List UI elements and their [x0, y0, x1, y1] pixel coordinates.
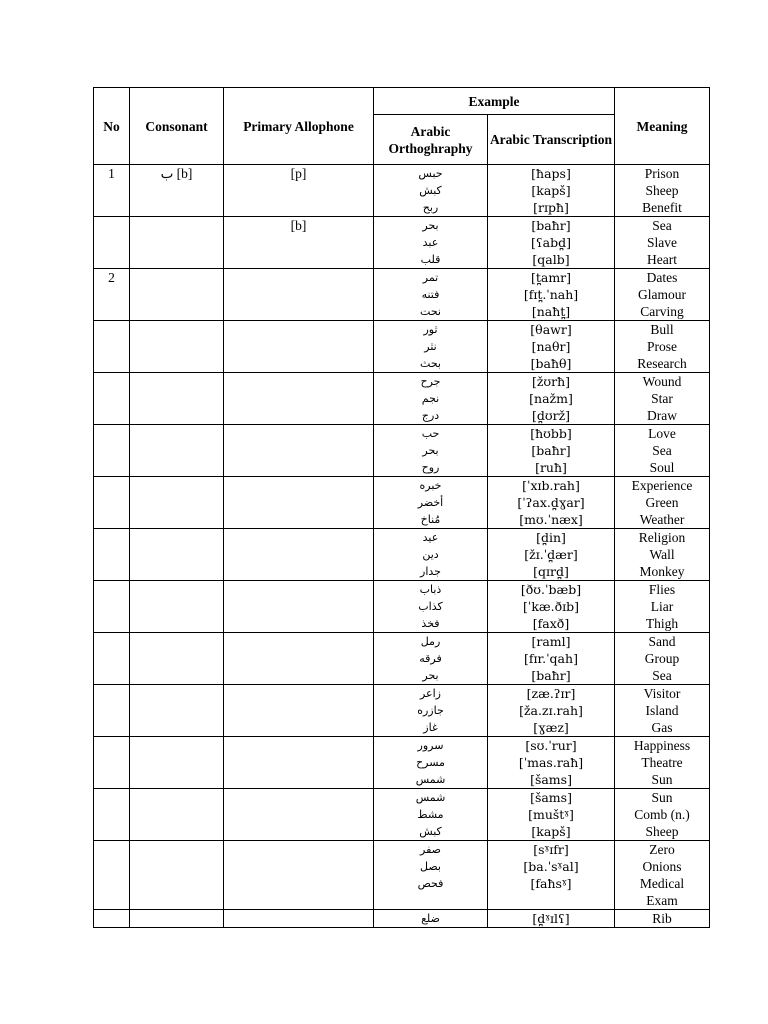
row-number-cell-text	[94, 737, 129, 754]
row-number-cell-text	[94, 529, 129, 546]
meaning-line: Religion	[638, 530, 686, 545]
arabic-orthography-cell-line: ضلع	[421, 912, 440, 925]
meaning-line: Wall	[649, 547, 675, 562]
row-number-cell-text	[94, 685, 129, 702]
meaning-line: Bull	[650, 322, 674, 337]
arabic-transcription-cell	[488, 685, 615, 737]
arabic-transcription-cell-line: [ħʊbb]	[530, 426, 572, 441]
arabic-transcription-cell-line: [sʊ.ˈrur]	[525, 738, 577, 753]
row-number-cell-text	[94, 633, 129, 650]
arabic-transcription-cell-line: [nažm]	[529, 391, 573, 406]
arabic-orthography-cell-line: بحر	[422, 444, 439, 457]
arabic-orthography-cell	[374, 737, 488, 789]
arabic-orthography-cell-line: درج	[421, 409, 440, 422]
consonant-cell-text	[130, 581, 223, 598]
meaning-line: Sea	[652, 218, 672, 233]
arabic-transcription-cell-line: [d̪ʊrž]	[531, 408, 571, 423]
arabic-orthography-cell	[374, 321, 488, 373]
arabic-orthography-cell-line: جرح	[420, 375, 441, 388]
table-body	[94, 165, 710, 928]
meaning-line: Prose	[647, 339, 678, 354]
consonant-cell-text	[130, 217, 223, 234]
arabic-transcription-cell-line: [sˠɪfr]	[533, 842, 569, 857]
meaning-line: Draw	[647, 408, 678, 423]
arabic-orthography-cell-line: نثر	[424, 340, 437, 353]
meaning-cell	[615, 529, 710, 581]
arabic-transcription-cell-line: [raml]	[531, 634, 571, 649]
row-number-cell	[94, 477, 130, 529]
primary-allophone-cell	[224, 529, 374, 581]
row-number-cell	[94, 841, 130, 910]
header-meaning: Meaning	[615, 88, 710, 165]
row-number-cell	[94, 910, 130, 928]
meaning-cell	[615, 789, 710, 841]
arabic-orthography-cell-line: أخضر	[417, 496, 444, 509]
arabic-orthography-cell-line: تمر	[422, 271, 439, 284]
primary-allophone-cell-text	[224, 373, 373, 390]
arabic-orthography-cell-line: مُناخ	[420, 513, 441, 526]
arabic-transcription-cell	[488, 789, 615, 841]
row-number-cell-text	[94, 910, 129, 927]
row-number-cell	[94, 165, 130, 217]
consonant-cell-text	[130, 529, 223, 546]
table-row	[94, 217, 710, 269]
arabic-orthography-cell	[374, 910, 488, 928]
arabic-orthography-cell-line: فحص	[417, 877, 444, 890]
arabic-orthography-cell-line: رمل	[420, 635, 441, 648]
row-number-cell	[94, 529, 130, 581]
arabic-orthography-cell-line: بصل	[420, 860, 441, 873]
arabic-transcription-cell-line: [žɪ.ˈd̪ær]	[524, 547, 578, 562]
arabic-orthography-cell-line: ثور	[423, 323, 438, 336]
arabic-transcription-cell	[488, 910, 615, 928]
row-number-cell	[94, 581, 130, 633]
arabic-orthography-cell-line: بحر	[422, 219, 439, 232]
table-row	[94, 633, 710, 685]
arabic-orthography-cell	[374, 841, 488, 910]
table-row	[94, 841, 710, 910]
consonant-cell	[130, 373, 224, 425]
arabic-transcription-cell-line: [t̪amr]	[530, 270, 572, 285]
arabic-orthography-cell-line: جدار	[420, 565, 441, 578]
meaning-line: Sea	[652, 668, 672, 683]
consonant-cell-text	[130, 633, 223, 650]
meaning-line: Soul	[649, 460, 675, 475]
meaning-line: Prison	[644, 166, 680, 181]
primary-allophone-cell	[224, 737, 374, 789]
arabic-orthography-cell-line: كبش	[419, 825, 442, 838]
consonant-cell	[130, 165, 224, 217]
table-row	[94, 321, 710, 373]
consonant-cell-text	[130, 789, 223, 806]
arabic-orthography-cell-line: ربح	[422, 201, 439, 214]
primary-allophone-cell-text	[224, 685, 373, 702]
meaning-line: Zero	[649, 842, 675, 857]
arabic-orthography-cell-line: فخذ	[421, 617, 440, 630]
arabic-transcription-cell-line: [d̪in]	[536, 530, 566, 545]
meaning-line: Weather	[639, 512, 685, 527]
header-no: No	[94, 88, 130, 165]
primary-allophone-cell	[224, 373, 374, 425]
arabic-orthography-cell-line: بحث	[420, 357, 441, 370]
arabic-transcription-cell-line: [zæ.ʔɪr]	[526, 686, 576, 701]
row-number-cell	[94, 217, 130, 269]
arabic-transcription-cell-line: [žʊrħ]	[531, 374, 571, 389]
meaning-cell	[615, 217, 710, 269]
meaning-cell	[615, 685, 710, 737]
arabic-orthography-cell	[374, 529, 488, 581]
meaning-line: Carving	[640, 304, 684, 319]
arabic-transcription-cell-line: [ruħ]	[535, 460, 567, 475]
meaning-line: Liar	[650, 599, 674, 614]
consonant-cell-text	[130, 685, 223, 702]
consonant-cell	[130, 217, 224, 269]
header-primary-allophone: Primary Allophone	[224, 88, 374, 165]
row-number-cell	[94, 685, 130, 737]
arabic-transcription-cell	[488, 477, 615, 529]
consonant-cell	[130, 910, 224, 928]
primary-allophone-cell-text	[224, 633, 373, 650]
row-number-cell	[94, 321, 130, 373]
meaning-line: Wound	[642, 374, 682, 389]
arabic-transcription-cell-line: [θawr]	[530, 322, 572, 337]
arabic-transcription-cell-line: [šams]	[530, 790, 572, 805]
row-number-cell	[94, 425, 130, 477]
arabic-orthography-cell-line: قلب	[420, 253, 441, 266]
arabic-transcription-cell-line: [naθr]	[531, 339, 571, 354]
consonant-cell-text	[130, 910, 223, 927]
arabic-transcription-cell	[488, 841, 615, 910]
arabic-orthography-cell-line: كبش	[419, 184, 442, 197]
primary-allophone-cell-text	[224, 321, 373, 338]
table-row	[94, 269, 710, 321]
arabic-transcription-cell-line: [ħaps]	[531, 166, 571, 181]
row-number-cell-text	[94, 425, 129, 442]
meaning-line: Sand	[648, 634, 676, 649]
table-row	[94, 425, 710, 477]
table-row	[94, 910, 710, 928]
arabic-transcription-cell-line: [mʊ.ˈnæx]	[519, 512, 583, 527]
table-row	[94, 165, 710, 217]
table-row	[94, 477, 710, 529]
arabic-transcription-cell-line: [baħr]	[531, 218, 571, 233]
meaning-line: Group	[644, 651, 680, 666]
arabic-orthography-cell	[374, 685, 488, 737]
arabic-orthography-cell	[374, 217, 488, 269]
consonant-cell-text	[130, 373, 223, 390]
primary-allophone-cell-text	[224, 910, 373, 927]
arabic-transcription-cell	[488, 529, 615, 581]
header-arabic-orthography: Arabic Orthoghraphy	[374, 115, 488, 165]
primary-allophone-cell	[224, 581, 374, 633]
arabic-transcription-cell-line: [naħt̪]	[531, 304, 571, 319]
consonant-cell-text: ب [b]	[160, 166, 193, 181]
arabic-orthography-cell-line: شمس	[415, 791, 446, 804]
row-number-cell	[94, 789, 130, 841]
arabic-transcription-cell	[488, 269, 615, 321]
table-row	[94, 529, 710, 581]
primary-allophone-cell-text	[224, 477, 373, 494]
meaning-cell	[615, 165, 710, 217]
row-number-cell-text	[94, 217, 129, 234]
meaning-line: Dates	[646, 270, 678, 285]
row-number-cell-text: 2	[108, 270, 115, 285]
arabic-orthography-cell	[374, 165, 488, 217]
arabic-transcription-cell	[488, 165, 615, 217]
primary-allophone-cell	[224, 841, 374, 910]
primary-allophone-cell	[224, 685, 374, 737]
arabic-transcription-cell-line: [ˈkæ.ðɪb]	[523, 599, 580, 614]
header-example: Example	[374, 88, 615, 115]
row-number-cell-text	[94, 477, 129, 494]
consonant-cell-text	[130, 477, 223, 494]
primary-allophone-cell-text	[224, 425, 373, 442]
arabic-transcription-cell	[488, 581, 615, 633]
arabic-orthography-cell-line: غاز	[423, 721, 438, 734]
arabic-orthography-cell-line: خبره	[419, 479, 442, 492]
meaning-line: Research	[637, 356, 687, 371]
meaning-line: Sheep	[645, 824, 679, 839]
arabic-transcription-cell-line: [rɪpħ]	[533, 200, 569, 215]
primary-allophone-cell-text: [b]	[290, 218, 307, 233]
meaning-cell	[615, 321, 710, 373]
row-number-cell-text	[94, 581, 129, 598]
meaning-line: Love	[648, 426, 676, 441]
consonant-cell	[130, 685, 224, 737]
arabic-transcription-cell-line: [ðʊ.ˈbæb]	[520, 582, 582, 597]
meaning-line: Visitor	[643, 686, 681, 701]
meaning-line: Island	[645, 703, 679, 718]
meaning-line: Sun	[651, 790, 673, 805]
row-number-cell	[94, 373, 130, 425]
arabic-transcription-cell-line: [ba.ˈsˠal]	[523, 859, 579, 874]
arabic-transcription-cell-line: [d̪ˠɪlʕ]	[532, 911, 570, 926]
arabic-orthography-cell-line: صفر	[420, 843, 441, 856]
table-row	[94, 789, 710, 841]
arabic-transcription-cell-line: [qalb]	[532, 252, 570, 267]
arabic-transcription-cell-line: [baħr]	[531, 668, 571, 683]
meaning-cell	[615, 477, 710, 529]
meaning-line: Monkey	[639, 564, 685, 579]
arabic-orthography-cell-line: روح	[421, 461, 440, 474]
primary-allophone-cell	[224, 425, 374, 477]
arabic-transcription-cell	[488, 321, 615, 373]
meaning-cell	[615, 633, 710, 685]
meaning-line: Sheep	[645, 183, 679, 198]
primary-allophone-cell-text	[224, 529, 373, 546]
primary-allophone-cell	[224, 269, 374, 321]
meaning-line: Benefit	[642, 200, 682, 215]
arabic-orthography-cell	[374, 425, 488, 477]
arabic-transcription-cell-line: [muštˠ]	[528, 807, 574, 822]
arabic-transcription-cell	[488, 425, 615, 477]
meaning-line: Glamour	[638, 287, 687, 302]
primary-allophone-cell	[224, 477, 374, 529]
arabic-transcription-cell	[488, 633, 615, 685]
meaning-line: Medical Exam	[639, 876, 685, 908]
table-row	[94, 581, 710, 633]
meaning-line: Happiness	[633, 738, 691, 753]
meaning-cell	[615, 269, 710, 321]
arabic-transcription-cell-line: [ˈʔax.d̪ɣar]	[517, 495, 585, 510]
meaning-cell	[615, 910, 710, 928]
meaning-line: Comb (n.)	[634, 807, 690, 822]
consonant-cell	[130, 789, 224, 841]
arabic-transcription-cell-line: [faxð]	[532, 616, 570, 631]
consonant-cell-text	[130, 269, 223, 286]
arabic-transcription-cell	[488, 373, 615, 425]
arabic-orthography-cell-line: عبد	[422, 236, 439, 249]
meaning-line: Rib	[652, 911, 672, 926]
row-number-cell-text	[94, 321, 129, 338]
arabic-orthography-cell-line: عيد	[422, 531, 439, 544]
consonant-cell	[130, 581, 224, 633]
consonant-cell	[130, 477, 224, 529]
arabic-transcription-cell-line: [qɪrd̪]	[533, 564, 569, 579]
arabic-orthography-cell-line: حبس	[418, 167, 443, 180]
arabic-orthography-cell-line: بحر	[422, 669, 439, 682]
primary-allophone-cell	[224, 789, 374, 841]
consonant-cell	[130, 529, 224, 581]
row-number-cell	[94, 269, 130, 321]
meaning-cell	[615, 425, 710, 477]
consonant-cell-text	[130, 737, 223, 754]
arabic-orthography-cell-line: شمس	[415, 773, 446, 786]
arabic-transcription-cell-line: [kapš]	[531, 824, 571, 839]
consonant-cell	[130, 737, 224, 789]
row-number-cell-text	[94, 373, 129, 390]
arabic-orthography-cell-line: نحت	[420, 305, 441, 318]
meaning-line: Gas	[651, 720, 673, 735]
meaning-line: Star	[651, 391, 673, 406]
arabic-orthography-cell	[374, 477, 488, 529]
arabic-transcription-cell-line: [ˈxɪb.rah]	[522, 478, 580, 493]
arabic-orthography-cell	[374, 581, 488, 633]
primary-allophone-cell-text	[224, 269, 373, 286]
consonant-cell	[130, 321, 224, 373]
meaning-cell	[615, 581, 710, 633]
arabic-transcription-cell-line: [faħsˠ]	[530, 876, 572, 891]
arabic-orthography-cell	[374, 269, 488, 321]
arabic-transcription-cell	[488, 737, 615, 789]
arabic-transcription-cell-line: [fɪt̪.ˈnah]	[523, 287, 579, 302]
consonant-cell-text	[130, 425, 223, 442]
meaning-line: Slave	[647, 235, 678, 250]
primary-allophone-cell-text	[224, 789, 373, 806]
meaning-line: Theatre	[641, 755, 683, 770]
consonant-cell-text	[130, 321, 223, 338]
primary-allophone-cell	[224, 165, 374, 217]
table-row	[94, 737, 710, 789]
arabic-orthography-cell-line: كذاب	[418, 600, 443, 613]
arabic-transcription-cell-line: [baħr]	[531, 443, 571, 458]
arabic-transcription-cell-line: [šams]	[530, 772, 572, 787]
arabic-orthography-cell-line: نجم	[421, 392, 440, 405]
meaning-line: Sea	[652, 443, 672, 458]
arabic-orthography-cell-line: دين	[422, 548, 439, 561]
row-number-cell	[94, 633, 130, 685]
arabic-orthography-cell-line: فرقه	[419, 652, 442, 665]
primary-allophone-cell	[224, 910, 374, 928]
arabic-orthography-cell-line: جازره	[417, 704, 444, 717]
primary-allophone-cell	[224, 321, 374, 373]
consonant-table	[93, 87, 710, 928]
meaning-cell	[615, 373, 710, 425]
meaning-cell	[615, 737, 710, 789]
arabic-orthography-cell	[374, 789, 488, 841]
header-arabic-transcription: Arabic Transcription	[488, 115, 615, 165]
arabic-transcription-cell-line: [ʕabd̪]	[531, 235, 571, 250]
row-number-cell-text	[94, 841, 129, 858]
arabic-transcription-cell-line: [ža.zɪ.rah]	[519, 703, 583, 718]
consonant-cell	[130, 633, 224, 685]
arabic-orthography-cell-line: زاعر	[419, 687, 441, 700]
header-consonant: Consonant	[130, 88, 224, 165]
primary-allophone-cell	[224, 633, 374, 685]
primary-allophone-cell-text	[224, 737, 373, 754]
row-number-cell	[94, 737, 130, 789]
primary-allophone-cell	[224, 217, 374, 269]
row-number-cell-text: 1	[108, 166, 115, 181]
arabic-orthography-cell-line: حب	[421, 427, 440, 440]
arabic-orthography-cell-line: مشط	[417, 808, 444, 821]
arabic-transcription-cell-line: [baħθ]	[530, 356, 572, 371]
primary-allophone-cell-text	[224, 841, 373, 858]
primary-allophone-cell-text	[224, 581, 373, 598]
arabic-transcription-cell	[488, 217, 615, 269]
consonant-cell	[130, 841, 224, 910]
arabic-orthography-cell	[374, 373, 488, 425]
row-number-cell-text	[94, 789, 129, 806]
arabic-orthography-cell-line: ذباب	[419, 583, 442, 596]
consonant-cell-text	[130, 841, 223, 858]
arabic-transcription-cell-line: [ɣæz]	[533, 720, 569, 735]
consonant-cell	[130, 269, 224, 321]
meaning-line: Sun	[651, 772, 673, 787]
arabic-orthography-cell-line: مسرح	[416, 756, 445, 769]
arabic-orthography-cell-line: سرور	[417, 739, 444, 752]
arabic-transcription-cell-line: [kapš]	[531, 183, 571, 198]
meaning-line: Thigh	[645, 616, 679, 631]
arabic-orthography-cell-line: فتنه	[421, 288, 440, 301]
meaning-line: Onions	[642, 859, 682, 874]
arabic-transcription-cell-line: [fɪr.ˈqah]	[524, 651, 578, 666]
consonant-cell	[130, 425, 224, 477]
meaning-line: Experience	[631, 478, 693, 493]
meaning-line: Green	[645, 495, 679, 510]
meaning-line: Heart	[647, 252, 677, 267]
meaning-cell	[615, 841, 710, 910]
arabic-orthography-cell	[374, 633, 488, 685]
table-row	[94, 373, 710, 425]
table-row	[94, 685, 710, 737]
arabic-transcription-cell-line: [ˈmas.raħ]	[518, 755, 584, 770]
primary-allophone-cell-text: [p]	[290, 166, 307, 181]
meaning-line: Flies	[648, 582, 676, 597]
